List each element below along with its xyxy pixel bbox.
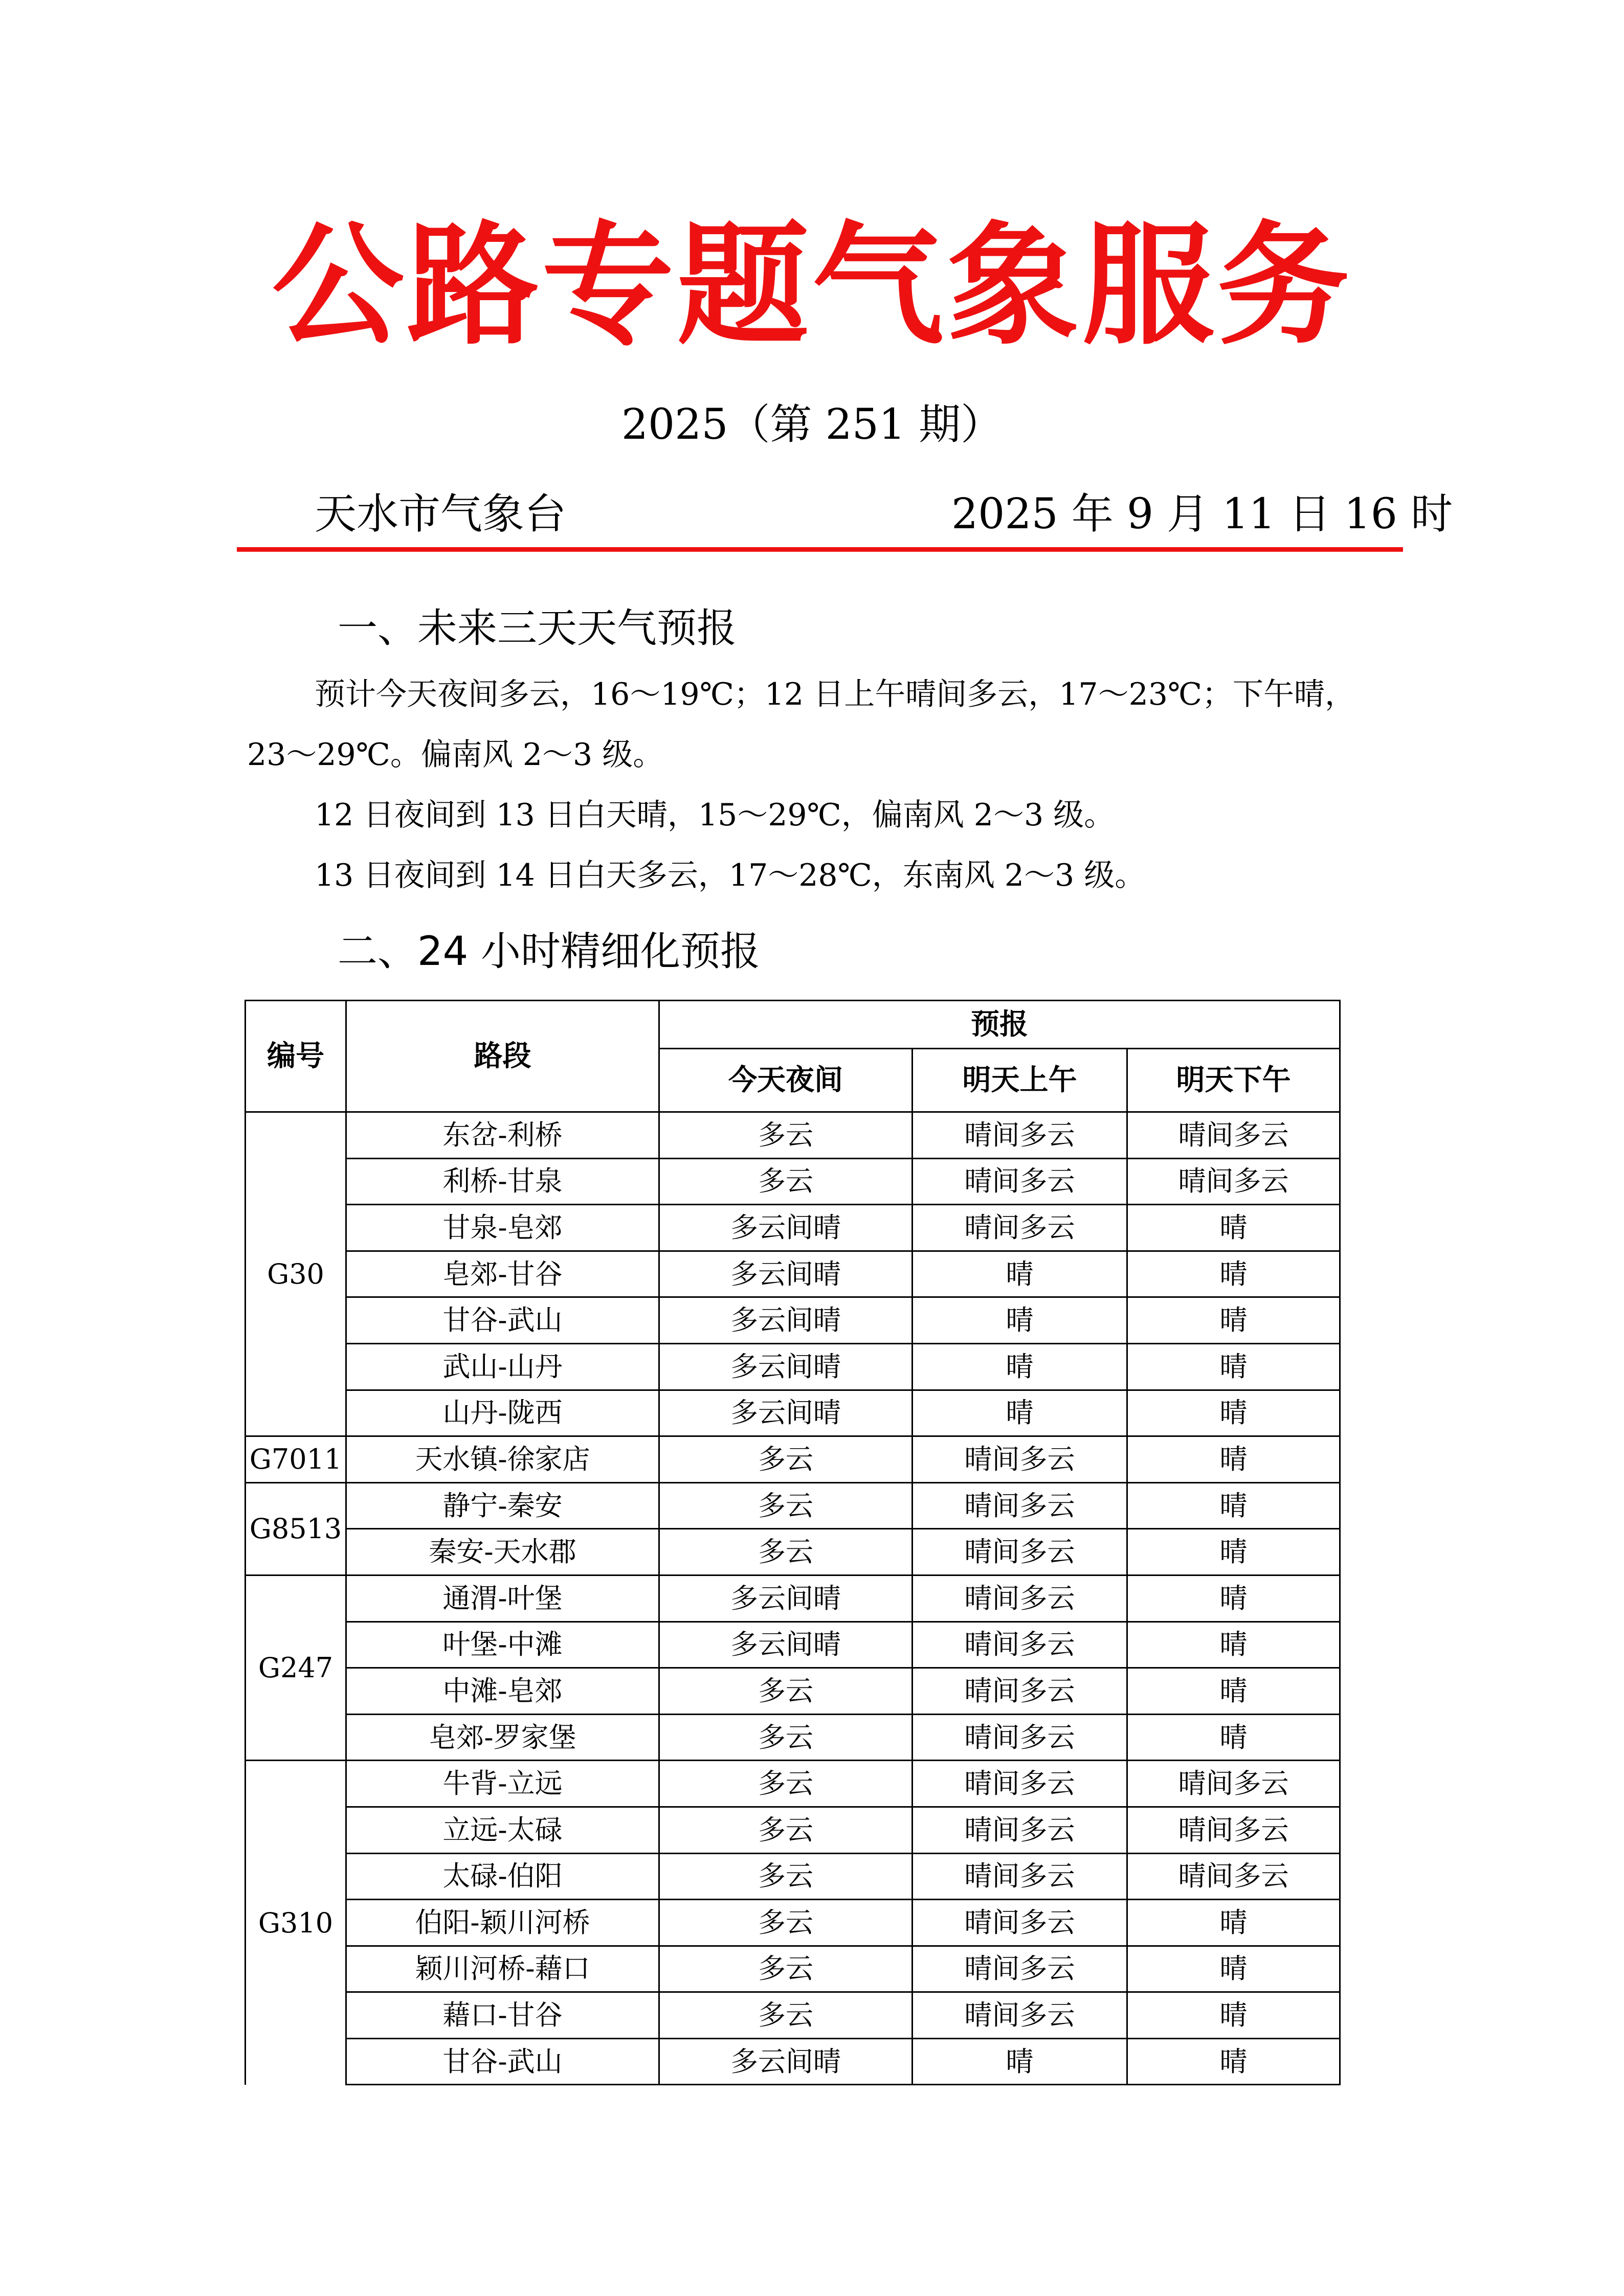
forecast-tonight: 多云 [659,1158,913,1205]
table-row [246,1807,1340,1853]
section-heading-24h: 二、24 小时精细化预报 [338,929,761,975]
forecast-tomorrow-am: 晴 [913,1390,1127,1436]
table-row [246,1529,1340,1575]
forecast-tomorrow-pm: 晴 [1127,1205,1340,1251]
road-segment: 太碌-伯阳 [346,1853,659,1900]
forecast-tomorrow-am: 晴间多云 [913,1575,1127,1622]
forecast-tomorrow-pm: 晴 [1127,2038,1340,2085]
header-segment: 路段 [346,1001,659,1112]
road-segment: 甘泉-皂郊 [346,1205,659,1251]
forecast-tomorrow-pm: 晴 [1127,1436,1340,1483]
road-segment: 藉口-甘谷 [346,1992,659,2039]
forecast-tonight: 多云 [659,1807,913,1853]
forecast-tomorrow-am: 晴间多云 [913,1992,1127,2039]
forecast-tonight: 多云 [659,1714,913,1761]
road-segment: 山丹-陇西 [346,1390,659,1436]
header-tomorrow-pm: 明天下午 [1127,1049,1340,1112]
table-row [246,1112,1340,1159]
route-code: G310 [246,1761,346,2085]
forecast-tomorrow-am: 晴间多云 [913,1807,1127,1853]
forecast-tonight: 多云 [659,1761,913,1807]
forecast-tomorrow-am: 晴 [913,1297,1127,1344]
forecast-tonight: 多云 [659,1436,913,1483]
forecast-tonight: 多云 [659,1112,913,1159]
forecast-tomorrow-pm: 晴 [1127,1251,1340,1297]
forecast-paragraph-line: 预计今天夜间多云，16～19℃；12 日上午晴间多云，17～23℃；下午晴， [315,677,1356,712]
document-title: 公路专题气象服务 [272,209,1352,363]
table-row [246,1622,1340,1668]
table-row [246,1714,1340,1761]
forecast-paragraph-line: 13 日夜间到 14 日白天多云，17～28℃，东南风 2～3 级。 [315,858,1146,893]
forecast-tonight: 多云 [659,1482,913,1529]
road-segment: 叶堡-中滩 [346,1622,659,1668]
header-tomorrow-am: 明天上午 [913,1049,1127,1112]
route-code: G30 [246,1112,346,1436]
issuing-agency: 天水市气象台 [315,490,567,538]
forecast-tomorrow-pm: 晴 [1127,1900,1340,1946]
forecast-tomorrow-am: 晴间多云 [913,1853,1127,1900]
forecast-tonight: 多云 [659,1992,913,2039]
forecast-table-body [246,1112,1340,2085]
forecast-tomorrow-pm: 晴间多云 [1127,1853,1340,1900]
table-row [246,1992,1340,2039]
road-segment: 颖川河桥-藉口 [346,1946,659,1992]
forecast-tomorrow-pm: 晴间多云 [1127,1158,1340,1205]
road-segment: 天水镇-徐家店 [346,1436,659,1483]
road-segment: 甘谷-武山 [346,2038,659,2085]
table-row [246,1205,1340,1251]
forecast-tomorrow-pm: 晴间多云 [1127,1807,1340,1853]
table-row [246,1482,1340,1529]
table-row [246,1761,1340,1807]
road-segment: 皂郊-甘谷 [346,1251,659,1297]
forecast-tonight: 多云间晴 [659,1205,913,1251]
road-segment: 立远-太碌 [346,1807,659,1853]
forecast-tomorrow-am: 晴 [913,1251,1127,1297]
forecast-tonight: 多云 [659,1853,913,1900]
forecast-tomorrow-am: 晴间多云 [913,1900,1127,1946]
forecast-tonight: 多云 [659,1529,913,1575]
table-row [246,1668,1340,1715]
table-row [246,1251,1340,1297]
forecast-tonight: 多云间晴 [659,1251,913,1297]
forecast-tomorrow-am: 晴间多云 [913,1529,1127,1575]
road-segment: 通渭-叶堡 [346,1575,659,1622]
forecast-table [244,1000,1341,2085]
road-segment: 伯阳-颖川河桥 [346,1900,659,1946]
forecast-tomorrow-pm: 晴 [1127,1946,1340,1992]
forecast-tomorrow-am: 晴 [913,1343,1127,1390]
forecast-paragraph-line: 12 日夜间到 13 日白天晴，15～29℃，偏南风 2～3 级。 [315,797,1115,833]
table-row [246,1436,1340,1483]
road-segment: 牛背-立远 [346,1761,659,1807]
road-segment: 静宁-秦安 [346,1482,659,1529]
route-code: G8513 [246,1482,346,1575]
section-heading-3day: 一、未来三天天气预报 [338,605,737,651]
header-divider [237,547,1403,552]
forecast-tomorrow-am: 晴间多云 [913,1622,1127,1668]
forecast-tonight: 多云 [659,1900,913,1946]
table-row [246,1853,1340,1900]
forecast-tomorrow-pm: 晴 [1127,1622,1340,1668]
forecast-tonight: 多云间晴 [659,1622,913,1668]
forecast-tomorrow-am: 晴间多云 [913,1482,1127,1529]
header-code: 编号 [246,1001,346,1112]
table-row [246,1158,1340,1205]
table-row [246,1343,1340,1390]
table-row [246,1390,1340,1436]
header-forecast: 预报 [659,1001,1340,1049]
forecast-tomorrow-am: 晴间多云 [913,1205,1127,1251]
road-segment: 皂郊-罗家堡 [346,1714,659,1761]
forecast-tomorrow-pm: 晴 [1127,1482,1340,1529]
forecast-tonight: 多云间晴 [659,1343,913,1390]
forecast-tomorrow-am: 晴间多云 [913,1946,1127,1992]
forecast-tomorrow-pm: 晴间多云 [1127,1112,1340,1159]
table-row [246,1297,1340,1344]
forecast-tomorrow-am: 晴间多云 [913,1436,1127,1483]
forecast-tonight: 多云 [659,1668,913,1715]
road-segment: 武山-山丹 [346,1343,659,1390]
forecast-tomorrow-pm: 晴 [1127,1390,1340,1436]
forecast-tomorrow-am: 晴间多云 [913,1668,1127,1715]
header-tonight: 今天夜间 [659,1049,913,1112]
table-row [246,2038,1340,2085]
forecast-tomorrow-pm: 晴 [1127,1297,1340,1344]
table-row [246,1900,1340,1946]
forecast-tomorrow-pm: 晴间多云 [1127,1761,1340,1807]
forecast-tomorrow-pm: 晴 [1127,1992,1340,2039]
forecast-tomorrow-am: 晴间多云 [913,1761,1127,1807]
forecast-tonight: 多云间晴 [659,1575,913,1622]
forecast-tonight: 多云间晴 [659,2038,913,2085]
forecast-tomorrow-pm: 晴 [1127,1343,1340,1390]
forecast-tomorrow-pm: 晴 [1127,1668,1340,1715]
road-segment: 甘谷-武山 [346,1297,659,1344]
road-segment: 秦安-天水郡 [346,1529,659,1575]
table-row [246,1946,1340,1992]
forecast-tonight: 多云间晴 [659,1390,913,1436]
road-segment: 利桥-甘泉 [346,1158,659,1205]
forecast-tonight: 多云间晴 [659,1297,913,1344]
forecast-tomorrow-am: 晴间多云 [913,1112,1127,1159]
road-segment: 中滩-皂郊 [346,1668,659,1715]
issue-time: 2025 年 9 月 11 日 16 时 [951,490,1453,538]
forecast-paragraph-line: 23～29℃。偏南风 2～3 级。 [247,737,664,773]
route-code: G7011 [246,1436,346,1483]
table-row [246,1575,1340,1622]
forecast-tomorrow-pm: 晴 [1127,1529,1340,1575]
forecast-tomorrow-pm: 晴 [1127,1714,1340,1761]
forecast-tomorrow-pm: 晴 [1127,1575,1340,1622]
road-segment: 东岔-利桥 [346,1112,659,1159]
forecast-tomorrow-am: 晴 [913,2038,1127,2085]
route-code: G247 [246,1575,346,1760]
forecast-tonight: 多云 [659,1946,913,1992]
forecast-tomorrow-am: 晴间多云 [913,1158,1127,1205]
issue-number: 2025（第 251 期） [621,400,1003,449]
forecast-tomorrow-am: 晴间多云 [913,1714,1127,1761]
